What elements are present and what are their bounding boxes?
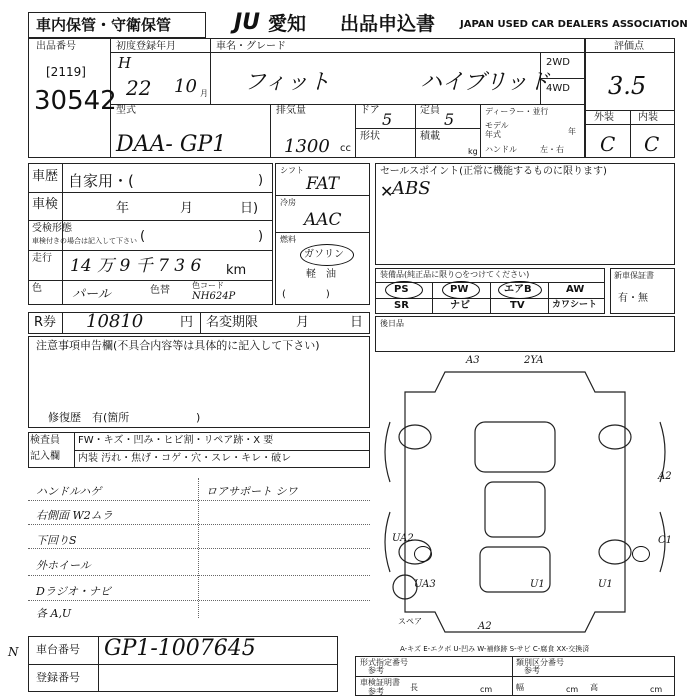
repair-history: 修復歴 有(箇所 xyxy=(48,411,130,424)
equip-aw: AW xyxy=(566,284,585,295)
recycle-unit: 円 xyxy=(180,315,194,330)
equip-sr: SR xyxy=(394,300,409,311)
spec-ref-2: 参考 xyxy=(524,666,540,675)
interior-label: 内装 xyxy=(638,112,658,123)
equip-ps: PS xyxy=(394,284,409,295)
remark-3: 下回りS xyxy=(36,534,77,547)
receipt-open: ( xyxy=(140,229,146,244)
equip-pw: PW xyxy=(450,284,469,295)
inspection-year: 年 xyxy=(116,201,130,216)
repair-close: ) xyxy=(196,411,201,424)
recycle-value: 10810 xyxy=(86,311,144,332)
storage-text: 車内保管・守衛保管 xyxy=(36,16,172,34)
rating-score: 3.5 xyxy=(608,72,647,100)
sales-point-value: ABS xyxy=(392,178,431,199)
fuel-gasoline: ガソリン xyxy=(304,249,344,260)
spec-label-2: 類別区分番号 xyxy=(516,658,564,667)
lot-number: 30542 xyxy=(34,86,117,116)
drive-4wd: 4WD xyxy=(546,83,570,94)
spec-width: 幅 xyxy=(516,683,524,692)
receipt-close: ) xyxy=(258,229,264,244)
circle-airbag xyxy=(498,281,542,299)
warranty-value: 有・無 xyxy=(618,293,648,304)
color-code: NH624P xyxy=(192,291,236,302)
history-value: 自家用・( xyxy=(68,172,134,190)
spec-label-1: 形式指定番号 xyxy=(360,658,408,667)
logo-region: 愛知 xyxy=(268,13,307,35)
registration-label: 登録番号 xyxy=(36,671,80,684)
warranty-label: 新車保証書 xyxy=(614,271,654,280)
equip-airbag: エアB xyxy=(504,284,532,295)
car-name: フィット xyxy=(244,70,331,95)
receipt-sub: 車検付きの場合は記入して下さい xyxy=(32,237,137,245)
car-name-label: 車名・グレード xyxy=(216,41,286,52)
remark-1: ハンドルハゲ xyxy=(36,485,102,498)
circle-ua2 xyxy=(414,546,432,562)
lot-label: 出品番号 xyxy=(36,41,76,52)
model-year-label: モデル xyxy=(485,121,509,130)
fuel-diesel: 軽 油 xyxy=(306,269,336,280)
fuel-other: ( ) xyxy=(282,289,330,300)
door-label: ドア xyxy=(360,105,380,116)
inspection-month: 月 xyxy=(180,201,194,216)
history-close: ) xyxy=(258,173,264,188)
drive-2wd: 2WD xyxy=(546,57,570,68)
sales-point-cross: ✕ xyxy=(380,182,394,201)
inspection-label: 車検 xyxy=(32,197,59,212)
inspector-row-1: FW・キズ・凹み・ヒビ割・リペア跡・X 要 xyxy=(78,435,274,446)
shift-label: シフト xyxy=(280,166,304,175)
model-code: DAA- GP1 xyxy=(116,132,227,157)
rename-month: 月 xyxy=(296,315,310,330)
notes-label: 注意事項申告欄(不具合内容等は具体的に記入して下さい) xyxy=(36,339,320,352)
mark-2ya: 2YA xyxy=(524,355,544,366)
registration-month: 10 xyxy=(174,76,197,97)
chassis-label: 車台番号 xyxy=(36,643,80,656)
car-grade: ハイブリッド xyxy=(420,70,550,95)
fuel-gasoline-circle xyxy=(300,244,354,266)
spare-label: スペア xyxy=(398,617,422,626)
ac-label: 冷房 xyxy=(280,198,296,207)
mark-a2-right: A2 xyxy=(658,471,672,482)
remark-6: 各 A,U xyxy=(36,607,72,620)
spec-cm-1: cm xyxy=(480,685,493,694)
spec-label-3: 車検証明書 xyxy=(360,678,400,687)
color-code-label: 色コード xyxy=(192,281,224,290)
remark-right: ロアサポート シワ xyxy=(206,485,298,498)
rating-label: 評価点 xyxy=(614,41,644,52)
equip-leather: カワシート xyxy=(552,300,598,310)
mileage-value: 14 万 9 千 7 3 6 xyxy=(70,256,202,276)
circle-ps xyxy=(385,281,423,299)
equip-navi: ナビ xyxy=(450,300,470,311)
interior-grade: C xyxy=(644,132,660,156)
recycle-label: R券 xyxy=(34,315,57,330)
damage-legend: A-キズ E-エクボ U-凹み W-補修跡 S-サビ C-腐食 XX-交換済 xyxy=(400,645,590,653)
displacement-value: 1300 xyxy=(284,136,330,157)
dealer-label: ディーラー・並行 xyxy=(485,107,549,116)
mark-ua2: UA2 xyxy=(392,533,414,544)
sales-point-label: セールスポイント(正常に機能するものに限ります) xyxy=(380,166,607,177)
equip-tv: TV xyxy=(510,300,525,311)
remark-2: 右側面 W2ムラ xyxy=(36,509,113,522)
mark-a3: A3 xyxy=(466,355,480,366)
handle-value: 左・右 xyxy=(540,145,564,154)
mileage-unit: km xyxy=(226,263,247,278)
receipt-label: 受検形態 xyxy=(32,223,72,234)
equipment-label: 装備品(純正品に限り○をつけてください) xyxy=(380,270,530,279)
association-name: JAPAN USED CAR DEALERS ASSOCIATION xyxy=(460,19,688,30)
color-value: パール xyxy=(72,287,111,302)
registration-era: H xyxy=(118,54,132,72)
recycle-block xyxy=(28,312,370,334)
seats-label: 定員 xyxy=(420,105,440,116)
shape-label: 形状 xyxy=(360,131,380,142)
handle-label: ハンドル xyxy=(485,145,517,154)
model-label: 型式 xyxy=(116,105,136,116)
color-change-label: 色替 xyxy=(150,285,170,296)
exterior-grade: C xyxy=(600,132,616,156)
history-label: 車歴 xyxy=(32,169,59,184)
door-value: 5 xyxy=(382,110,393,129)
kg-unit: kg xyxy=(468,147,478,156)
corner-mark: N xyxy=(8,645,19,659)
registration-month-unit: 月 xyxy=(200,89,208,98)
exterior-label: 外装 xyxy=(594,112,614,123)
circle-pw xyxy=(442,281,480,299)
after-block xyxy=(375,316,675,352)
mileage-label: 走行 xyxy=(32,253,52,264)
chassis-value: GP1-1007645 xyxy=(104,636,256,661)
inspector-label-2: 記入欄 xyxy=(30,451,60,462)
shift-value: FAT xyxy=(306,174,340,194)
inspection-day: 日) xyxy=(240,201,259,216)
spec-cm-2: cm xyxy=(566,685,579,694)
spec-ref-1: 参考 xyxy=(368,666,384,675)
after-label: 後日品 xyxy=(380,319,404,328)
seats-value: 5 xyxy=(444,110,455,129)
remark-4: 外ホイール xyxy=(36,559,91,572)
inspector-label-1: 検査員 xyxy=(30,435,60,446)
rename-label: 名変期限 xyxy=(206,315,259,330)
spec-ref-3: 参考 xyxy=(368,687,384,696)
displacement-unit: cc xyxy=(340,143,351,154)
year-unit: 年 xyxy=(568,127,576,136)
ac-value: AAC xyxy=(304,210,342,230)
registration-date-label: 初度登録年月 xyxy=(116,41,176,52)
lot-small-number: [2119] xyxy=(46,65,86,79)
mark-u1-b: U1 xyxy=(598,579,613,590)
inspector-row-2: 内装 汚れ・焦げ・コゲ・穴・スレ・キレ・破レ xyxy=(78,453,292,464)
remark-5: Dラジオ・ナビ xyxy=(36,585,111,598)
mark-a2-bottom: A2 xyxy=(478,621,492,632)
capacity-label: 積載 xyxy=(420,131,440,142)
spec-length: 長 xyxy=(410,683,418,692)
displacement-label: 排気量 xyxy=(276,105,306,116)
mark-ua3: UA3 xyxy=(414,579,436,590)
mark-c1: C1 xyxy=(658,535,673,546)
car-damage-diagram xyxy=(375,352,675,642)
ju-logo: JU xyxy=(234,10,261,35)
spec-cm-3: cm xyxy=(650,685,663,694)
spec-height: 高 xyxy=(590,683,598,692)
history-block xyxy=(28,163,273,305)
mark-u1-a: U1 xyxy=(530,579,545,590)
fuel-label: 燃料 xyxy=(280,235,296,244)
form-title: 出品申込書 xyxy=(340,13,436,35)
color-label: 色 xyxy=(32,283,42,294)
rename-day: 日 xyxy=(350,315,364,330)
circle-c1 xyxy=(632,546,650,562)
year-label: 年式 xyxy=(485,130,501,139)
registration-year: 22 xyxy=(126,76,152,100)
